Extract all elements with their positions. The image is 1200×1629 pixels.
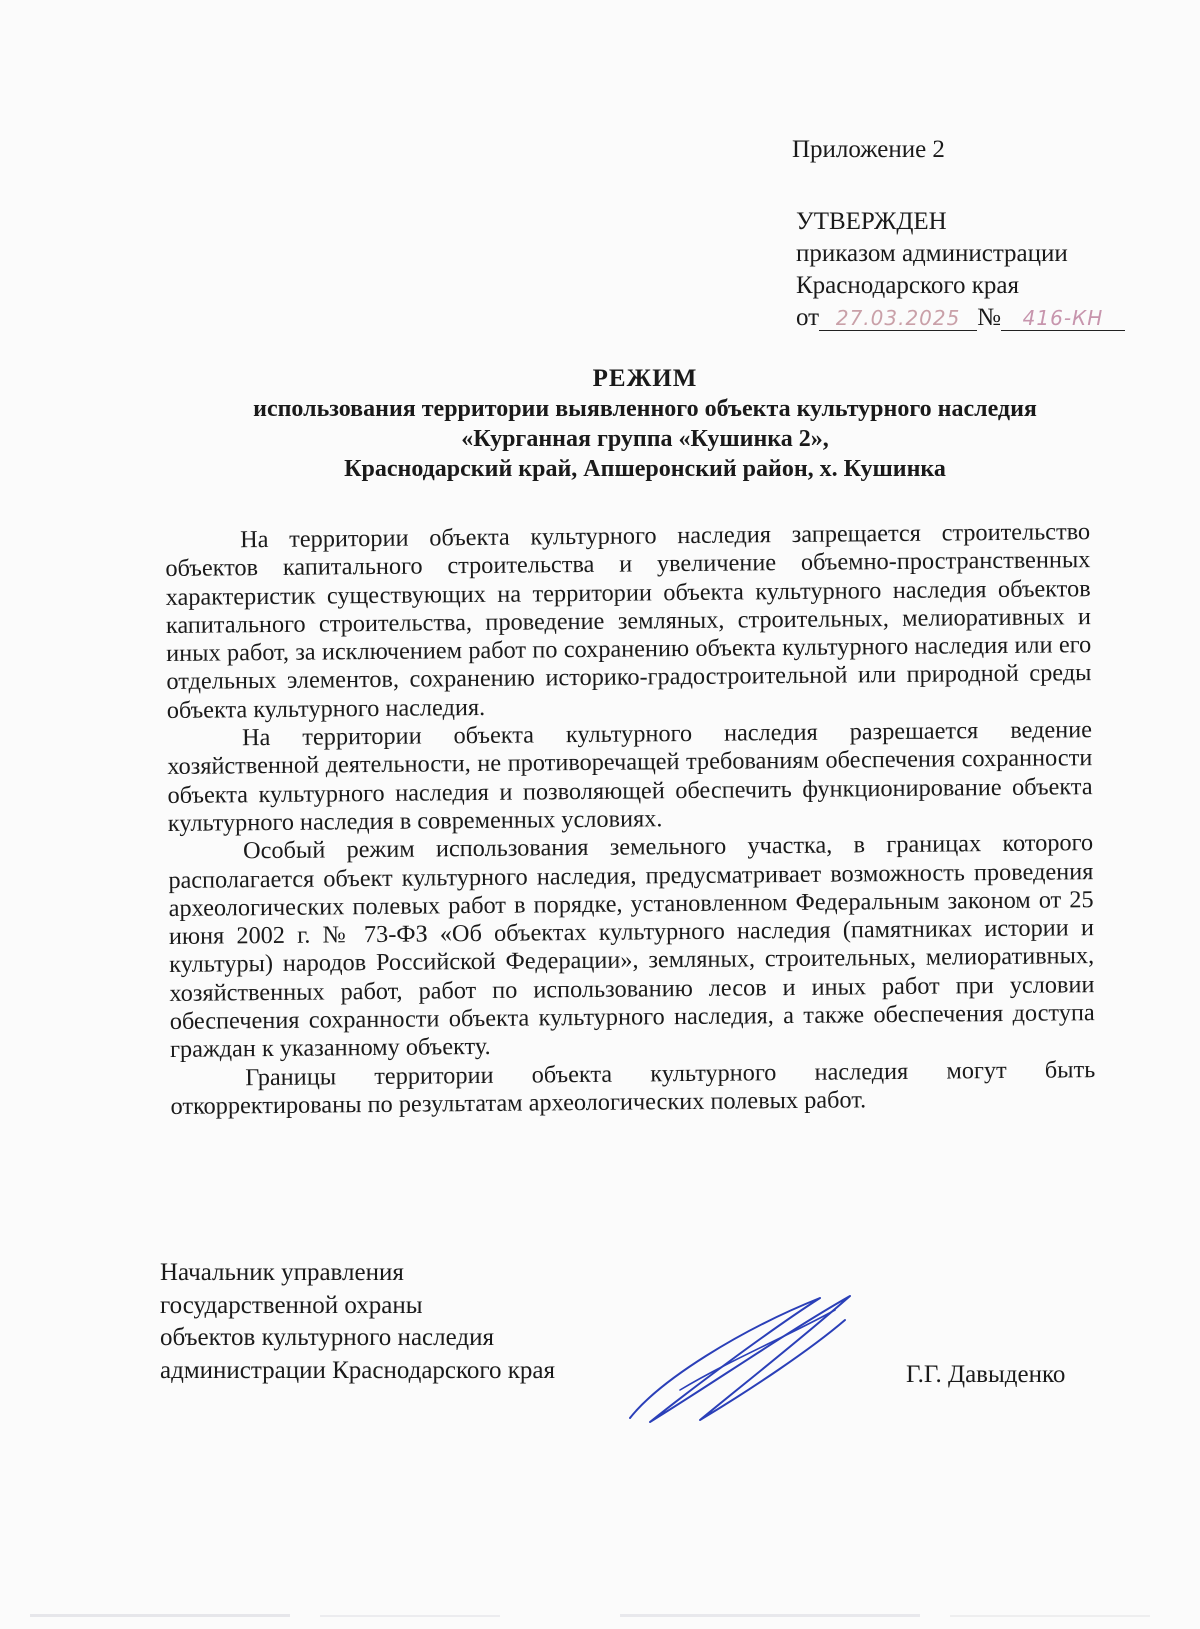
paragraph: Границы территории объекта культурного наследия могут быть откорректированы по результатам археологических полевых работ.: [170, 1055, 1096, 1120]
title-line3: Краснодарский край, Апшеронский район, х. Кушинка: [344, 456, 946, 482]
paragraph: На территории объекта культурного наследия разрешается ведение хозяйственной деятельности, не противоречащей требованиям обеспечения сохранности объекта культурного наследия и позволяющей обеспечить функционирование объекта культурного наследия в современных условиях.: [167, 716, 1093, 837]
title-line1: использования территории выявленного объекта культурного наследия: [253, 396, 1037, 422]
signer-position-line1: Начальник управления: [160, 1259, 404, 1286]
paragraph: Особый режим использования земельного участка, в границах которого располагается объект культурного наследия, предусматривает возможность проведения археологических полевых работ в порядке, установленном Федеральным законом от 25 июня 2002 г. № 73-ФЗ «Об объектах культурного наследия (памятниках истории и культуры) народов Российской Федерации», земляных, строительных, мелиоративных, хозяйственных работ, работ по использованию лесов и иных работ при условии обеспечения сохранности объекта культурного наследия, а также обеспечения доступа граждан к указанному объекту.: [168, 829, 1095, 1064]
number-field: [1001, 306, 1125, 331]
approved-by-line2: Краснодарского края: [796, 272, 1019, 299]
signer-position: [160, 1257, 555, 1387]
signer-position-line2: государственной охраны: [160, 1291, 423, 1319]
date-number-line: [796, 302, 1125, 334]
annex-label: Приложение 2: [792, 136, 945, 163]
document-body: [165, 518, 1096, 1121]
signer-name: Г.Г. Давыденко: [906, 1361, 1066, 1388]
approval-block: [796, 206, 1125, 334]
handwritten-signature: [620, 1290, 860, 1430]
number-prefix: №: [977, 304, 1001, 331]
signer-position-line3: объектов культурного наследия: [160, 1324, 494, 1351]
title-line2: «Курганная группа «Кушинка 2»,: [461, 426, 829, 452]
date-prefix: от: [796, 304, 820, 331]
scan-noise: [0, 1612, 1200, 1622]
document-title: [150, 364, 1140, 484]
number-handwritten: 416-КН: [1022, 306, 1104, 330]
title-main: РЕЖИМ: [592, 365, 698, 392]
approved-title: УТВЕРЖДЕН: [796, 208, 947, 235]
paragraph: На территории объекта культурного наследия запрещается строительство объектов капитального строительства и увеличение объемно-пространственных характеристик существующих на территории объекта культурного наследия объектов капитального строительства, проведение земляных, строительных, мелиоративных и иных работ, за исключением работ по сохранению объекта культурного наследия или его отдельных элементов, сохранению историко-градостроительной или природной среды объекта культурного наследия.: [165, 518, 1092, 724]
approved-by-line1: приказом администрации: [796, 240, 1068, 267]
date-field: [819, 306, 977, 331]
date-handwritten: 27.03.2025: [835, 306, 961, 330]
signer-position-line4: администрации Краснодарского края: [160, 1356, 556, 1384]
